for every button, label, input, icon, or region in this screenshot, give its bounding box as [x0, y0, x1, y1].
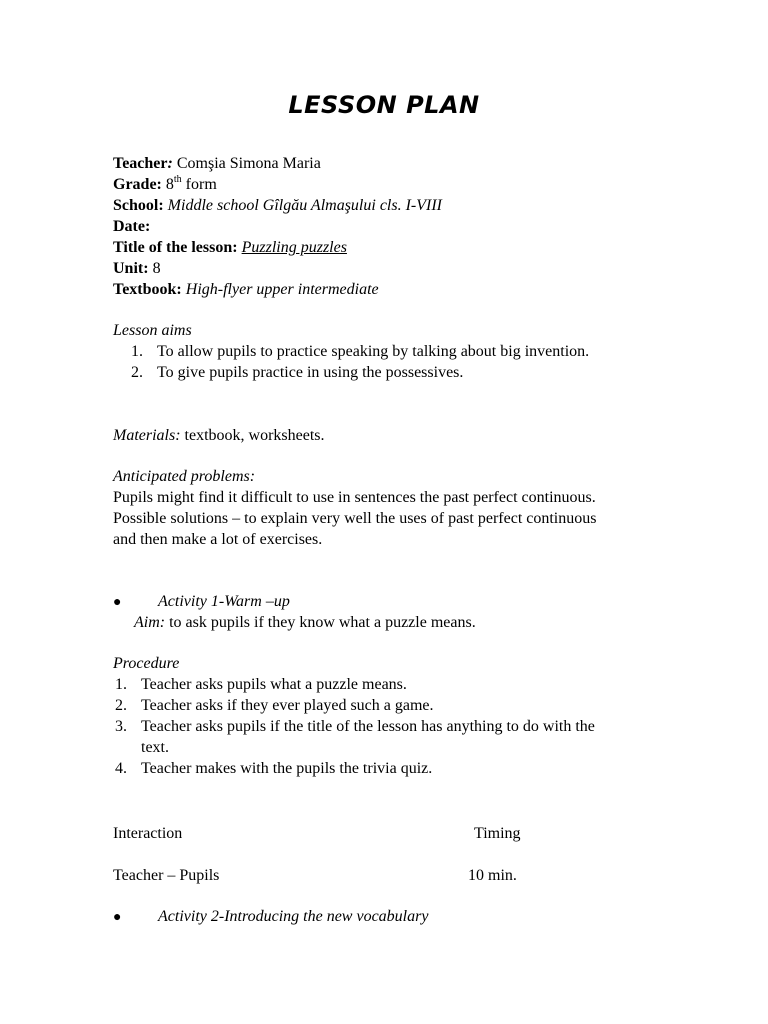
- activity1-title: Activity 1-Warm –up: [158, 593, 290, 610]
- problems-text-line: Possible solutions – to explain very well the uses of past perfect continuous: [113, 510, 597, 527]
- procedure-item: [115, 758, 432, 779]
- aim-item: [131, 341, 589, 362]
- grade-label: Grade:: [113, 176, 162, 193]
- activity1-aim-line: [134, 612, 476, 633]
- aim-number: 1.: [131, 343, 143, 360]
- unit-label: Unit:: [113, 260, 149, 277]
- procedure-item: [115, 716, 595, 737]
- problems-text-line: Pupils might find it difficult to use in sentences the past perfect continuous.: [113, 489, 596, 506]
- date-line: [113, 216, 150, 237]
- aim-text: To allow pupils to practice speaking by talking about big invention.: [157, 343, 590, 360]
- timing-header: Timing: [474, 825, 521, 842]
- procedure-text: Teacher asks pupils what a puzzle means.: [141, 676, 407, 693]
- procedure-text: text.: [141, 739, 169, 756]
- unit-line: [113, 258, 161, 279]
- procedure-text: Teacher makes with the pupils the trivia quiz.: [141, 760, 433, 777]
- grade-line: [113, 174, 217, 195]
- activity2-title: Activity 2-Introducing the new vocabulary: [158, 908, 429, 925]
- problems-heading: Anticipated problems:: [113, 468, 256, 485]
- grade-number: 8: [165, 176, 174, 193]
- procedure-item: [115, 695, 434, 716]
- lesson-title-label: Title of the lesson:: [113, 239, 238, 256]
- textbook-label: Textbook:: [113, 281, 182, 298]
- procedure-item: [115, 674, 407, 695]
- teacher-value: Comşia Simona Maria: [176, 155, 321, 172]
- procedure-text: Teacher asks pupils if the title of the lesson has anything to do with the: [141, 718, 595, 735]
- procedure-item: [115, 737, 169, 758]
- teacher-colon: :: [167, 155, 173, 172]
- aims-heading: Lesson aims: [113, 322, 192, 339]
- materials-line: [113, 425, 325, 446]
- bullet-icon: ●: [113, 595, 122, 610]
- procedure-number: 3.: [115, 718, 127, 735]
- activity1-aim-label: Aim:: [134, 614, 166, 631]
- textbook-line: [113, 279, 379, 300]
- materials-label: Materials:: [113, 427, 181, 444]
- date-label: Date:: [113, 218, 151, 235]
- interaction-value: Teacher – Pupils: [113, 867, 220, 884]
- school-value: Middle school Gîlgău Almaşului cls. I-VIII: [167, 197, 442, 214]
- unit-value: 8: [152, 260, 161, 277]
- school-line: [113, 195, 442, 216]
- aim-text: To give pupils practice in using the possessives.: [157, 364, 464, 381]
- timing-value: 10 min.: [468, 867, 517, 884]
- teacher-label: Teacher: [113, 155, 168, 172]
- procedure-number: 1.: [115, 676, 127, 693]
- problems-text-line: and then make a lot of exercises.: [113, 531, 323, 548]
- procedure-text: Teacher asks if they ever played such a game.: [141, 697, 434, 714]
- procedure-heading: Procedure: [113, 655, 180, 672]
- grade-suffix: th: [173, 173, 182, 185]
- page-title: LESSON PLAN: [288, 91, 480, 119]
- school-label: School:: [113, 197, 164, 214]
- teacher-line: [113, 153, 321, 174]
- activity1-aim-text: to ask pupils if they know what a puzzle means.: [169, 614, 476, 631]
- lesson-title-line: [113, 237, 347, 258]
- textbook-value: High-flyer upper intermediate: [185, 281, 379, 298]
- aim-item: [131, 362, 463, 383]
- grade-rest: form: [185, 176, 217, 193]
- procedure-number: 4.: [115, 760, 127, 777]
- procedure-number: 2.: [115, 697, 127, 714]
- bullet-icon: ●: [113, 910, 122, 925]
- interaction-header: Interaction: [113, 825, 183, 842]
- aim-number: 2.: [131, 364, 143, 381]
- lesson-title-value: Puzzling puzzles: [241, 239, 347, 256]
- materials-value: textbook, worksheets.: [184, 427, 325, 444]
